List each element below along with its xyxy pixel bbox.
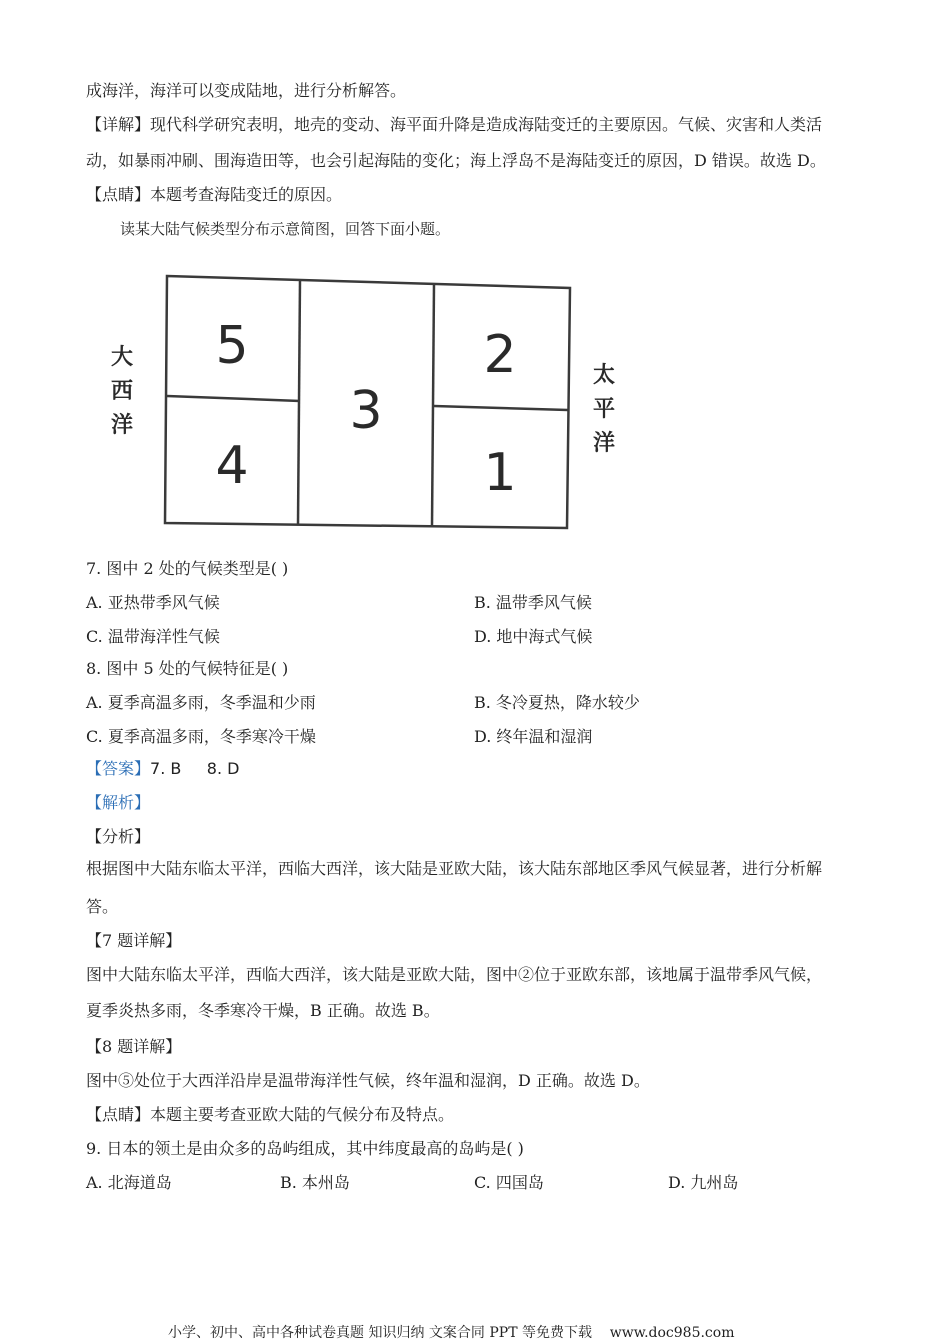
q8-option-a: A. 夏季高温多雨，冬季温和少雨: [86, 693, 316, 712]
q8-option-d: D. 终年温和湿润: [474, 727, 593, 746]
q9-option-c: C. 四国岛: [474, 1173, 544, 1192]
q7-detail-tag: 【7 题详解】: [86, 931, 182, 950]
region-label-3: 3: [349, 381, 383, 441]
section-tag: 【详解】: [86, 115, 151, 134]
q9-option-d: D. 九州岛: [668, 1173, 739, 1192]
text-line: 成海洋，海洋可以变成陆地，进行分析解答。: [86, 81, 407, 100]
q7-option-c: C. 温带海洋性气候: [86, 627, 220, 646]
section-tag: 【点睛】: [86, 1105, 151, 1124]
climate-map-figure: [100, 268, 640, 536]
atlantic-label-char: 大: [110, 345, 134, 370]
page-footer: 小学、初中、高中各种试卷真题 知识归纳 文案合同 PPT 等免费下载 www.doc985.com: [168, 1325, 735, 1341]
q7-option-a: A. 亚热带季风气候: [86, 593, 220, 612]
atlantic-label-char: 洋: [110, 413, 134, 438]
pacific-label-char: 洋: [592, 431, 616, 456]
q9-option-a: A. 北海道岛: [86, 1173, 172, 1192]
text-line: [86, 114, 822, 136]
answer-tag: 【答案】: [86, 759, 151, 778]
q7-option-d: D. 地中海式气候: [474, 627, 593, 646]
region-label-5: 5: [215, 316, 249, 376]
q9-option-b: B. 本州岛: [280, 1173, 350, 1192]
text-span: 现代科学研究表明，地壳的变动、海平面升降是造成海陆变迁的主要原因。气候、灾害和人类活: [150, 115, 823, 134]
q8-detail-tag: 【8 题详解】: [86, 1037, 182, 1056]
question-9-stem: 9. 日本的领土是由众多的岛屿组成，其中纬度最高的岛屿是( ): [86, 1139, 524, 1158]
section-tag: 【点睛】: [86, 185, 151, 204]
question-intro: 读某大陆气候类型分布示意简图，回答下面小题。: [120, 220, 451, 238]
text-span: 本题考查海陆变迁的原因。: [150, 185, 343, 204]
text-line: [86, 184, 342, 206]
text-line: 夏季炎热多雨，冬季寒冷干燥，B 正确。故选 B。: [86, 1001, 440, 1020]
text-line: 根据图中大陆东临太平洋，西临大西洋，该大陆是亚欧大陆，该大陆东部地区季风气候显著，进行分析解: [86, 859, 823, 878]
atlantic-label-char: 西: [110, 379, 134, 404]
q8-option-c: C. 夏季高温多雨，冬季寒冷干燥: [86, 727, 316, 746]
text-line: 动，如暴雨冲刷、围海造田等，也会引起海陆的变化；海上浮岛不是海陆变迁的原因，D 错误。故选 D。: [86, 151, 826, 170]
question-8-stem: 8. 图中 5 处的气候特征是( ): [86, 659, 289, 678]
text-line: [86, 1104, 454, 1126]
region-label-1: 1: [483, 443, 517, 503]
region-label-4: 4: [215, 436, 249, 496]
text-line: 答。: [86, 897, 119, 916]
text-line: 图中大陆东临太平洋，西临大西洋，该大陆是亚欧大陆，图中②位于亚欧东部，该地属于温带季风气候，: [86, 965, 823, 984]
text-span: 本题主要考查亚欧大陆的气候分布及特点。: [150, 1105, 455, 1124]
fenxi-tag: 【分析】: [86, 827, 151, 846]
answer-text: 7. B 8. D: [150, 759, 240, 778]
analysis-tag: 【解析】: [86, 793, 151, 812]
pacific-label-char: 平: [592, 397, 616, 422]
question-7-stem: 7. 图中 2 处的气候类型是( ): [86, 559, 289, 578]
q8-option-b: B. 冬冷夏热，降水较少: [474, 693, 640, 712]
answer-line: [86, 758, 239, 780]
pacific-label-char: 太: [592, 363, 616, 388]
text-line: 图中⑤处位于大西洋沿岸是温带海洋性气候，终年温和湿润，D 正确。故选 D。: [86, 1071, 650, 1090]
region-label-2: 2: [483, 325, 517, 385]
q7-option-b: B. 温带季风气候: [474, 593, 592, 612]
